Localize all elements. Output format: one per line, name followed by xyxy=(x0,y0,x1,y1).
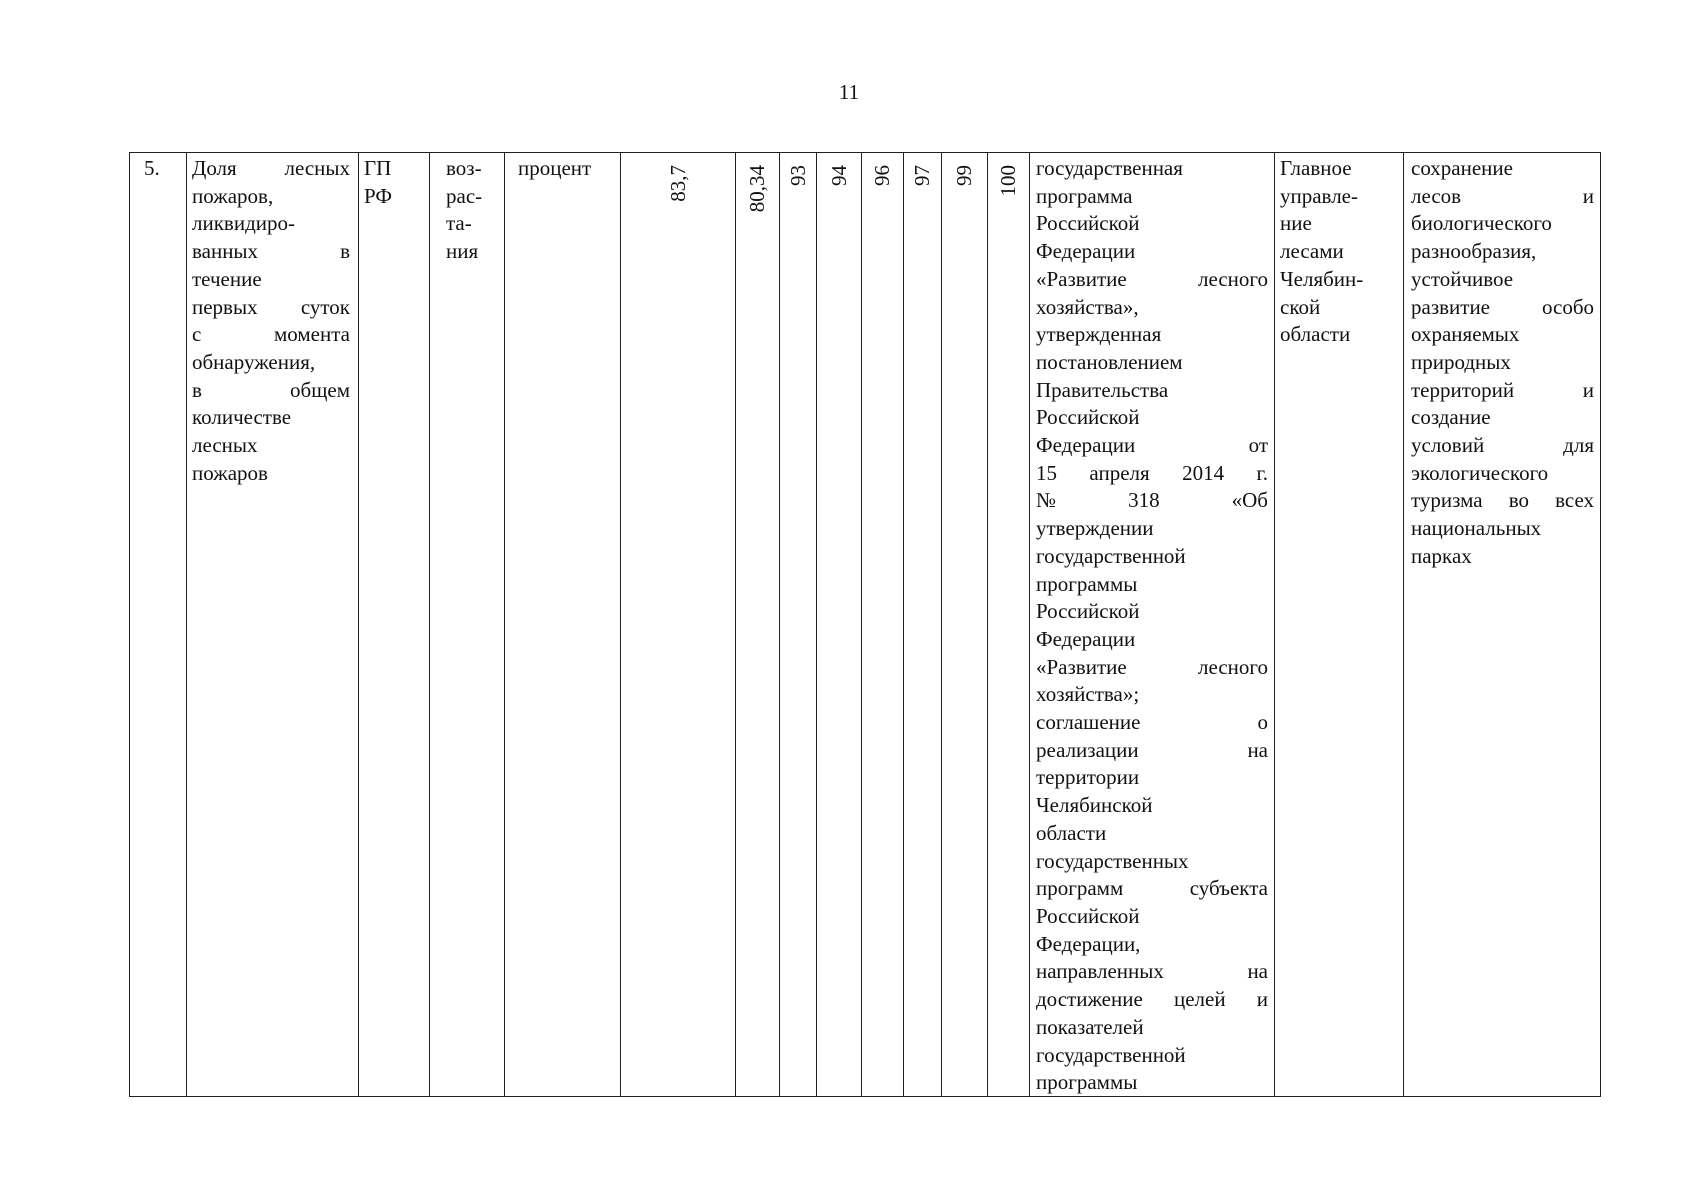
cell-line: программы xyxy=(1036,571,1138,596)
value-cell xyxy=(941,155,987,225)
value-cell xyxy=(620,155,735,225)
cell-line: программ субъекта xyxy=(1036,876,1268,901)
cell-line: утверждении xyxy=(1036,516,1154,541)
cell-line: экологического xyxy=(1411,460,1549,485)
indicator-name xyxy=(192,155,350,487)
cell-line: устойчивое xyxy=(1411,266,1514,291)
cell-line: утвержденная xyxy=(1036,322,1162,347)
cell-line: лесами xyxy=(1280,239,1344,264)
cell-line: та- xyxy=(446,211,472,236)
cell-line: пожаров, xyxy=(192,183,274,208)
cell-line: охраняемых xyxy=(1411,322,1520,347)
cell-line: сохранение xyxy=(1411,156,1513,180)
cell-line: условий для xyxy=(1411,433,1594,458)
unit-of-measure: процент xyxy=(518,156,592,180)
column-divider xyxy=(735,153,736,1096)
column-divider xyxy=(358,153,359,1096)
column-divider xyxy=(1274,153,1275,1096)
cell-line: Федерации xyxy=(1036,239,1136,264)
value-cell xyxy=(816,155,861,225)
cell-line: биологического xyxy=(1411,211,1552,236)
cell-line: ние xyxy=(1280,211,1312,236)
cell-line: парках xyxy=(1411,543,1472,568)
value-text: 97 xyxy=(910,165,934,186)
cell-line: показателей xyxy=(1036,1014,1144,1039)
column-divider xyxy=(903,153,904,1096)
cell-line: государственных xyxy=(1036,848,1189,873)
cell-line: ния xyxy=(446,239,479,264)
cell-line: государственная xyxy=(1036,156,1183,180)
column-divider xyxy=(816,153,817,1096)
cell-line: ликвидиро- xyxy=(192,211,295,236)
cell-line: государственной xyxy=(1036,1042,1186,1067)
cell-line: Челябинской xyxy=(1036,793,1153,818)
cell-line: с момента xyxy=(192,322,350,347)
cell-line: Федерации xyxy=(1036,626,1136,651)
column-divider xyxy=(987,153,988,1096)
responsible-body xyxy=(1280,155,1400,349)
cell-line: количестве xyxy=(192,405,292,430)
value-cell xyxy=(987,155,1029,225)
cell-line: РФ xyxy=(364,183,392,208)
cell-line: 15 апреля 2014 г. xyxy=(1036,460,1268,485)
cell-line: управле- xyxy=(1280,183,1358,208)
cell-line: Главное xyxy=(1280,156,1352,180)
column-divider xyxy=(1403,153,1404,1096)
value-text: 94 xyxy=(826,165,851,186)
cell-line: Доля лесных xyxy=(192,156,350,180)
value-cell xyxy=(861,155,903,225)
value-cell xyxy=(735,155,779,225)
cell-line: хозяйства», xyxy=(1036,294,1139,319)
cell-line: территории xyxy=(1036,765,1140,790)
cell-line: области xyxy=(1036,820,1107,845)
cell-line: пожаров xyxy=(192,460,268,485)
value-text: 96 xyxy=(870,165,894,186)
column-divider xyxy=(1029,153,1030,1096)
column-divider xyxy=(861,153,862,1096)
cell-line: первых суток xyxy=(192,294,350,319)
cell-line: Федерации, xyxy=(1036,931,1141,956)
value-cell xyxy=(903,155,941,225)
cell-line: национальных xyxy=(1411,516,1542,541)
cell-line: Правительства xyxy=(1036,377,1169,402)
value-text: 93 xyxy=(785,165,810,186)
column-divider xyxy=(504,153,505,1096)
program-document xyxy=(1036,155,1268,1097)
cell-line: создание xyxy=(1411,405,1491,430)
column-divider xyxy=(620,153,621,1096)
cell-line: рас- xyxy=(446,183,483,208)
cell-line: соглашение о xyxy=(1036,710,1268,735)
value-cell xyxy=(779,155,816,225)
cell-line: достижение целей и xyxy=(1036,987,1268,1012)
indicator-source xyxy=(364,155,424,210)
value-text: 80,34 xyxy=(745,165,769,213)
cell-line: в общем xyxy=(192,377,350,402)
value-text: 83,7 xyxy=(665,165,690,202)
column-divider xyxy=(779,153,780,1096)
cell-line: воз- xyxy=(446,156,482,180)
program-goal xyxy=(1411,155,1594,571)
cell-line: обнаружения, xyxy=(192,349,316,374)
cell-line: программы xyxy=(1036,1070,1138,1095)
cell-line: № 318 «Об xyxy=(1036,488,1268,513)
cell-line: природных xyxy=(1411,349,1511,374)
cell-line: направленных на xyxy=(1036,959,1268,984)
cell-line: хозяйства»; xyxy=(1036,682,1140,707)
cell-line: Российской xyxy=(1036,211,1140,236)
row-number: 5. xyxy=(144,156,160,180)
column-divider xyxy=(429,153,430,1096)
cell-line: ской xyxy=(1280,294,1321,319)
cell-line: Челябин- xyxy=(1280,266,1364,291)
cell-line: туризма во всех xyxy=(1411,488,1594,513)
cell-line: «Развитие лесного xyxy=(1036,654,1268,679)
cell-line: развитие особо xyxy=(1411,294,1594,319)
cell-line: Российской xyxy=(1036,599,1140,624)
cell-line: реализации на xyxy=(1036,737,1268,762)
cell-line: Российской xyxy=(1036,405,1140,430)
cell-line: «Развитие лесного xyxy=(1036,266,1268,291)
value-text: 100 xyxy=(996,165,1020,197)
cell-line: лесных xyxy=(192,433,258,458)
cell-line: территорий и xyxy=(1411,377,1594,402)
cell-line: государственной xyxy=(1036,543,1186,568)
cell-line: ванных в xyxy=(192,239,350,264)
value-text: 99 xyxy=(952,165,976,186)
cell-line: программа xyxy=(1036,183,1133,208)
page-number: 11 xyxy=(838,80,860,104)
cell-line: лесов и xyxy=(1411,183,1594,208)
cell-line: течение xyxy=(192,266,262,291)
cell-line: области xyxy=(1280,322,1351,347)
indicators-table xyxy=(129,152,1601,1097)
column-divider xyxy=(941,153,942,1096)
cell-line: постановлением xyxy=(1036,349,1183,374)
cell-line: ГП xyxy=(364,156,392,180)
column-divider xyxy=(186,153,187,1096)
cell-line: Федерации от xyxy=(1036,433,1268,458)
indicator-type xyxy=(446,155,501,266)
cell-line: разнообразия, xyxy=(1411,239,1537,264)
cell-line: Российской xyxy=(1036,903,1140,928)
